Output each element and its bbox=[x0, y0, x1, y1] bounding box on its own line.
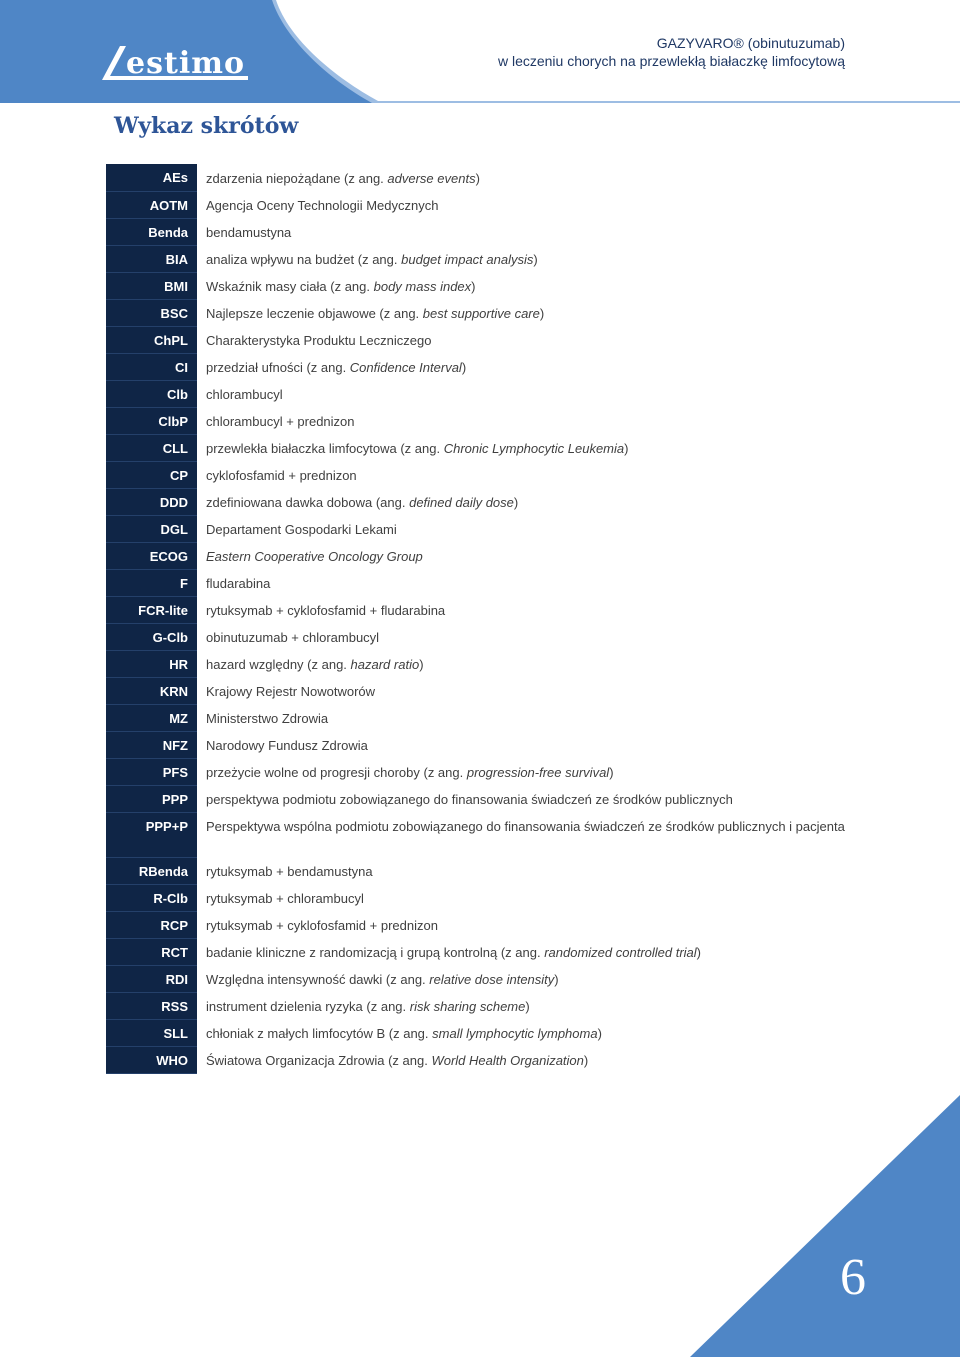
abbreviation: PPP bbox=[106, 785, 197, 812]
definition-text: Ministerstwo Zdrowia bbox=[206, 711, 329, 726]
definition-suffix: ) bbox=[513, 495, 519, 510]
definition-text: chlorambucyl bbox=[206, 387, 283, 402]
table-row bbox=[106, 812, 848, 857]
definition-text: badanie kliniczne z randomizacją i grupą kontrolną (z ang. bbox=[206, 945, 545, 960]
definition bbox=[197, 326, 848, 353]
definition-text: Agencja Oceny Technologii Medycznych bbox=[206, 198, 439, 213]
abbreviation: CI bbox=[106, 353, 197, 380]
definition-text: perspektywa podmiotu zobowiązanego do finansowania świadczeń ze środków publicznych bbox=[206, 792, 733, 807]
logo-text: estimo bbox=[126, 46, 245, 81]
definition-english-term: progression-free survival bbox=[466, 765, 610, 780]
table-row bbox=[106, 245, 848, 272]
abbreviations-table-body bbox=[106, 164, 848, 1073]
corner-decoration bbox=[690, 1095, 960, 1357]
abbreviation: NFZ bbox=[106, 731, 197, 758]
definition-suffix: ) bbox=[583, 1053, 589, 1068]
table-row bbox=[106, 731, 848, 758]
definition bbox=[197, 542, 848, 569]
definition-text: Perspektywa wspólna podmiotu zobowiązanego do finansowania świadczeń ze środków publicznych i pacjenta bbox=[206, 819, 845, 834]
abbreviation: ECOG bbox=[106, 542, 197, 569]
definition-text: rytuksymab + cyklofosfamid + fludarabina bbox=[206, 603, 446, 618]
table-row bbox=[106, 569, 848, 596]
definition-suffix: ) bbox=[539, 306, 545, 321]
definition-suffix: ) bbox=[554, 972, 559, 987]
abbreviation: PPP+P bbox=[106, 812, 197, 857]
table-row bbox=[106, 911, 848, 938]
abbreviation: R-Clb bbox=[106, 884, 197, 911]
definition bbox=[197, 407, 848, 434]
definition-english-term: adverse events bbox=[387, 171, 476, 186]
definition-text: przeżycie wolne od progresji choroby (z ang. bbox=[206, 765, 467, 780]
definition-text: Departament Gospodarki Lekami bbox=[206, 522, 397, 537]
abbreviation: BSC bbox=[106, 299, 197, 326]
definition-suffix: ) bbox=[609, 765, 614, 780]
definition bbox=[197, 1046, 848, 1073]
page-title: Wykaz skrótów bbox=[114, 113, 299, 139]
table-row bbox=[106, 965, 848, 992]
abbreviation: G-Clb bbox=[106, 623, 197, 650]
definition-text: hazard względny (z ang. bbox=[206, 657, 351, 672]
definition-english-term: randomized controlled trial bbox=[544, 945, 697, 960]
table-row bbox=[106, 857, 848, 884]
definition-text: instrument dzielenia ryzyka (z ang. bbox=[206, 999, 410, 1014]
definition-text: chlorambucyl + prednizon bbox=[206, 414, 355, 429]
table-row bbox=[106, 461, 848, 488]
definition bbox=[197, 911, 848, 938]
definition bbox=[197, 380, 848, 407]
definition bbox=[197, 299, 848, 326]
table-row bbox=[106, 380, 848, 407]
definition-text: chłoniak z małych limfocytów B (z ang. bbox=[206, 1026, 433, 1041]
definition-text: rytuksymab + cyklofosfamid + prednizon bbox=[206, 918, 438, 933]
definition-english-term: Chronic Lymphocytic Leukemia bbox=[443, 441, 625, 456]
table-row bbox=[106, 1046, 848, 1073]
definition bbox=[197, 272, 848, 299]
definition-text: zdefiniowana dawka dobowa (ang. bbox=[206, 495, 410, 510]
table-row bbox=[106, 272, 848, 299]
definition bbox=[197, 218, 848, 245]
definition-suffix: ) bbox=[461, 360, 467, 375]
definition bbox=[197, 434, 848, 461]
table-row bbox=[106, 758, 848, 785]
definition bbox=[197, 488, 848, 515]
definition-text: rytuksymab + bendamustyna bbox=[206, 864, 373, 879]
definition-suffix: ) bbox=[475, 171, 480, 186]
abbreviation: F bbox=[106, 569, 197, 596]
definition-english-term: best supportive care bbox=[422, 306, 540, 321]
definition bbox=[197, 938, 848, 965]
definition-text: obinutuzumab + chlorambucyl bbox=[206, 630, 380, 645]
definition-text: zdarzenia niepożądane (z ang. bbox=[206, 171, 388, 186]
definition bbox=[197, 569, 848, 596]
definition bbox=[197, 731, 848, 758]
abbreviation: HR bbox=[106, 650, 197, 677]
definition bbox=[197, 758, 848, 785]
definition bbox=[197, 812, 848, 857]
table-row bbox=[106, 623, 848, 650]
table-row bbox=[106, 353, 848, 380]
table-row bbox=[106, 515, 848, 542]
definition bbox=[197, 461, 848, 488]
definition bbox=[197, 704, 848, 731]
definition bbox=[197, 677, 848, 704]
definition-english-term: small lymphocytic lymphoma bbox=[432, 1026, 598, 1041]
definition-text: Najlepsze leczenie objawowe (z ang. bbox=[206, 306, 423, 321]
header-document-info bbox=[498, 34, 845, 70]
definition bbox=[197, 884, 848, 911]
definition-english-term: Confidence Interval bbox=[349, 360, 462, 375]
definition-suffix: ) bbox=[533, 252, 538, 267]
abbreviation: FCR-lite bbox=[106, 596, 197, 623]
definition-english-term: body mass index bbox=[373, 279, 472, 294]
definition-text: przewlekła białaczka limfocytowa (z ang. bbox=[206, 441, 444, 456]
definition bbox=[197, 992, 848, 1019]
definition bbox=[197, 965, 848, 992]
definition-english-term: risk sharing scheme bbox=[409, 999, 526, 1014]
abbreviation: WHO bbox=[106, 1046, 197, 1073]
definition bbox=[197, 650, 848, 677]
abbreviation: DGL bbox=[106, 515, 197, 542]
definition-text: Krajowy Rejestr Nowotworów bbox=[206, 684, 376, 699]
table-row bbox=[106, 938, 848, 965]
abbreviation: SLL bbox=[106, 1019, 197, 1046]
table-row bbox=[106, 164, 848, 191]
definition bbox=[197, 857, 848, 884]
abbreviation: Benda bbox=[106, 218, 197, 245]
table-row bbox=[106, 1019, 848, 1046]
table-row bbox=[106, 434, 848, 461]
table-row bbox=[106, 191, 848, 218]
definition-suffix: ) bbox=[471, 279, 476, 294]
table-row bbox=[106, 542, 848, 569]
abbreviation: BIA bbox=[106, 245, 197, 272]
definition-suffix: ) bbox=[597, 1026, 602, 1041]
definition bbox=[197, 785, 848, 812]
table-row bbox=[106, 218, 848, 245]
abbreviation: MZ bbox=[106, 704, 197, 731]
definition-english-term: relative dose intensity bbox=[429, 972, 555, 987]
table-row bbox=[106, 299, 848, 326]
definition bbox=[197, 596, 848, 623]
definition-english-term: Eastern Cooperative Oncology Group bbox=[206, 549, 423, 564]
abbreviation: RCT bbox=[106, 938, 197, 965]
abbreviations-table bbox=[106, 164, 848, 1074]
table-row bbox=[106, 650, 848, 677]
definition bbox=[197, 164, 848, 191]
definition-english-term: defined daily dose bbox=[409, 495, 514, 510]
definition bbox=[197, 191, 848, 218]
abbreviation: RBenda bbox=[106, 857, 197, 884]
table-row bbox=[106, 704, 848, 731]
definition-suffix: ) bbox=[525, 999, 530, 1014]
table-row bbox=[106, 407, 848, 434]
definition-english-term: hazard ratio bbox=[350, 657, 420, 672]
abbreviation: KRN bbox=[106, 677, 197, 704]
definition bbox=[197, 1019, 848, 1046]
abbreviation: AEs bbox=[106, 164, 197, 191]
abbreviation: RCP bbox=[106, 911, 197, 938]
definition-suffix: ) bbox=[419, 657, 424, 672]
abbreviation: RSS bbox=[106, 992, 197, 1019]
definition-english-term: budget impact analysis bbox=[401, 252, 534, 267]
definition-english-term: World Health Organization bbox=[431, 1053, 584, 1068]
definition-text: Narodowy Fundusz Zdrowia bbox=[206, 738, 368, 753]
table-row bbox=[106, 992, 848, 1019]
table-row bbox=[106, 677, 848, 704]
page-number: 6 bbox=[840, 1249, 866, 1306]
definition-text: Światowa Organizacja Zdrowia (z ang. bbox=[206, 1053, 432, 1068]
table-row bbox=[106, 884, 848, 911]
abbreviation: CP bbox=[106, 461, 197, 488]
abbreviation: PFS bbox=[106, 758, 197, 785]
definition-text: bendamustyna bbox=[206, 225, 292, 240]
definition-text: Względna intensywność dawki (z ang. bbox=[206, 972, 430, 987]
definition-text: analiza wpływu na budżet (z ang. bbox=[206, 252, 402, 267]
abbreviation: DDD bbox=[106, 488, 197, 515]
definition-suffix: ) bbox=[696, 945, 702, 960]
abbreviation: ChPL bbox=[106, 326, 197, 353]
definition-text: Wskaźnik masy ciała (z ang. bbox=[206, 279, 374, 294]
definition bbox=[197, 245, 848, 272]
abbreviation: Clb bbox=[106, 380, 197, 407]
definition bbox=[197, 353, 848, 380]
table-row bbox=[106, 785, 848, 812]
abbreviation: AOTM bbox=[106, 191, 197, 218]
definition bbox=[197, 515, 848, 542]
abbreviation: ClbP bbox=[106, 407, 197, 434]
definition-text: fludarabina bbox=[206, 576, 271, 591]
table-row bbox=[106, 326, 848, 353]
table-row bbox=[106, 488, 848, 515]
definition-text: Charakterystyka Produktu Leczniczego bbox=[206, 333, 432, 348]
header-indication: w leczeniu chorych na przewlekłą białaczkę limfocytową bbox=[497, 53, 845, 69]
definition-text: cyklofosfamid + prednizon bbox=[206, 468, 357, 483]
abbreviation: BMI bbox=[106, 272, 197, 299]
definition-suffix: ) bbox=[624, 441, 629, 456]
definition-text: przedział ufności (z ang. bbox=[206, 360, 350, 375]
abbreviation: CLL bbox=[106, 434, 197, 461]
table-row bbox=[106, 596, 848, 623]
abbreviation: RDI bbox=[106, 965, 197, 992]
header-drug-name: GAZYVARO® (obinutuzumab) bbox=[656, 35, 845, 51]
definition bbox=[197, 623, 848, 650]
definition-text: rytuksymab + chlorambucyl bbox=[206, 891, 364, 906]
